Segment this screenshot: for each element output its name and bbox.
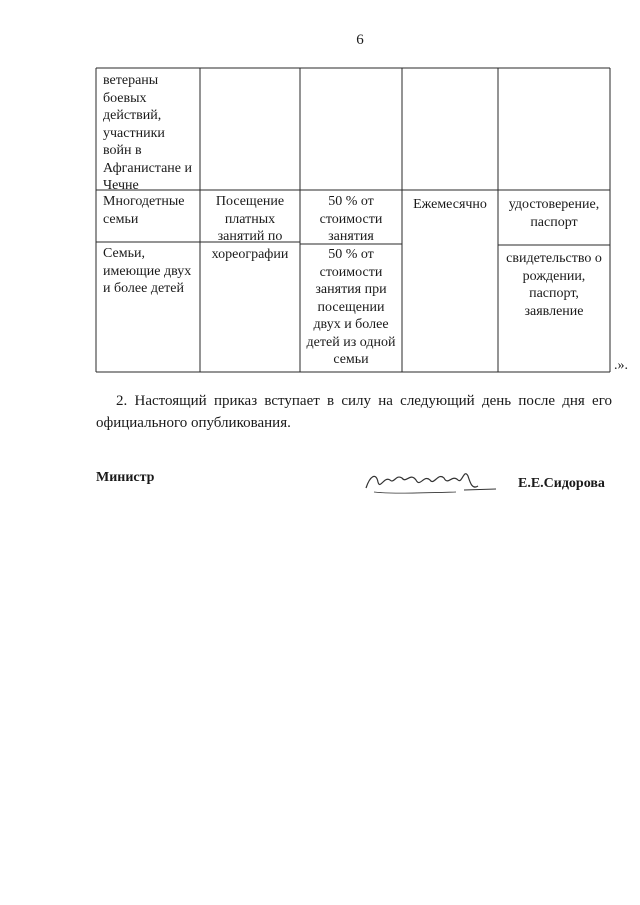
closing-quote-mark: .». — [614, 358, 628, 373]
row3-documents: свидетельство о рождении, паспорт, заявление — [506, 251, 602, 319]
row2-service: Посещение платных занятий по хореографии — [211, 194, 289, 262]
row1-category: ветераны боевых действий, участники войн в Афганистане и Чечне — [103, 73, 193, 193]
signature-title: Министр — [96, 470, 155, 485]
row3-discount: 50 % от стоимости занятия при посещении двух и более детей из одной семьи — [306, 247, 396, 367]
row2-documents: удостоверение, паспорт — [508, 197, 600, 230]
row3-category: Семьи, имеющие двух и более детей — [103, 246, 192, 296]
row2-frequency: Ежемесячно — [413, 197, 487, 212]
row2-discount: 50 % от стоимости занятия — [319, 194, 383, 244]
signature-name: Е.Е.Сидорова — [518, 476, 605, 491]
page-number: 6 — [356, 32, 364, 48]
row2-category: Многодетные семьи — [103, 194, 185, 227]
handwritten-signature — [360, 462, 500, 498]
enactment-paragraph: 2. Настоящий приказ вступает в силу на следующий день после дня его официального опубликования. — [96, 393, 612, 431]
